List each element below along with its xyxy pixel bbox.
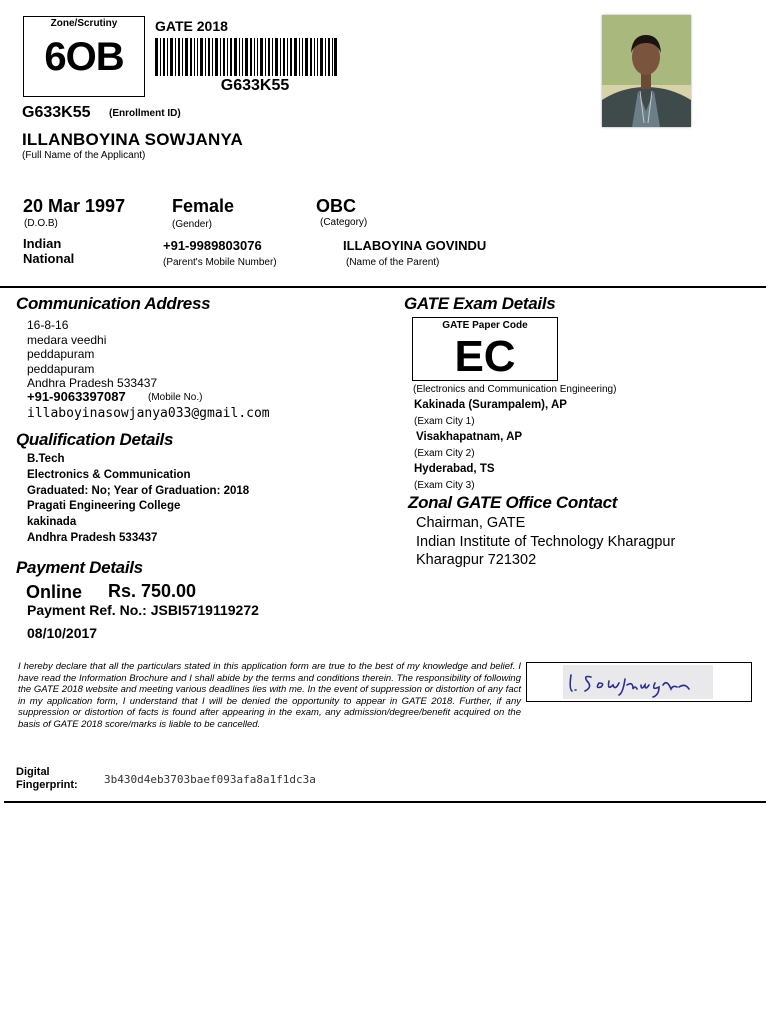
divider-bottom bbox=[4, 801, 766, 803]
paper-code-box bbox=[412, 317, 558, 381]
parent-name: ILLABOYINA GOVINDU bbox=[343, 238, 487, 253]
signature-box bbox=[526, 662, 752, 702]
payment-date: 08/10/2017 bbox=[27, 625, 98, 641]
qualification-line: B.Tech bbox=[27, 453, 65, 465]
dob-label: (D.O.B) bbox=[24, 218, 58, 229]
address-line: peddapuram bbox=[27, 361, 95, 376]
gender-value: Female bbox=[172, 196, 235, 216]
applicant-name: ILLANBOYINA SOWJANYA bbox=[22, 130, 243, 149]
payment-heading: Payment Details bbox=[16, 558, 143, 577]
exam-title: GATE 2018 bbox=[155, 18, 228, 34]
address-line: 16-8-16 bbox=[27, 318, 69, 332]
nationality-line2: National bbox=[23, 251, 75, 266]
paper-code-label: GATE Paper Code bbox=[442, 320, 528, 331]
fingerprint-label-line: Digital bbox=[16, 766, 50, 778]
fingerprint-value: 3b430d4eb3703baef093afa8a1f1dc3a bbox=[104, 773, 316, 786]
qualification-line: Graduated: No; Year of Graduation: 2018 bbox=[27, 484, 250, 497]
qualification-line: Andhra Pradesh 533437 bbox=[27, 531, 158, 544]
exam-city-3-label: (Exam City 3) bbox=[414, 480, 475, 491]
fingerprint-label bbox=[16, 766, 78, 792]
address-block bbox=[27, 318, 157, 391]
exam-city-2: Visakhapatnam, AP bbox=[416, 431, 523, 443]
barcode-number: G633K55 bbox=[220, 77, 290, 94]
category-label: (Category) bbox=[320, 217, 368, 228]
exam-city-1: Kakinada (Surampalem), AP bbox=[414, 399, 567, 411]
paper-code: EC bbox=[454, 332, 516, 381]
applicant-name-label: (Full Name of the Applicant) bbox=[22, 150, 146, 161]
divider-top bbox=[0, 286, 766, 288]
qualification-heading: Qualification Details bbox=[16, 430, 174, 449]
parent-mobile-label: (Parent's Mobile Number) bbox=[163, 257, 277, 268]
signature-image bbox=[563, 665, 713, 699]
qualification-line: kakinada bbox=[27, 516, 77, 529]
payment-mode: Online bbox=[26, 582, 83, 602]
category-value: OBC bbox=[316, 196, 356, 216]
address-line: peddapuram bbox=[27, 347, 95, 361]
zonal-address bbox=[416, 514, 675, 570]
gender-label: (Gender) bbox=[172, 219, 213, 230]
exam-city-1-label: (Exam City 1) bbox=[414, 416, 475, 427]
applicant-photo bbox=[602, 15, 691, 127]
payment-amount: Rs. 750.00 bbox=[108, 581, 197, 601]
declaration-text: I hereby declare that all the particulars stated in this application form are true to the best of my knowledge and belief. I have read the Information Brochure and I shall abide by the terms and conditions therein. The responsibility of following the GATE 2018 website and meeting various deadlines lies with me. In the event of suppression or distortion of any fact in my application form, I understand that I will be denied the opportunity to appear in GATE 2018. Further, if any suppression or distortion of facts is found after appearing in the exam, any admission/degree/benefit acquired on the basis of GATE 2018 score/marks is liable to be cancelled. bbox=[18, 661, 521, 730]
zone-label: Zone/Scrutiny bbox=[50, 18, 118, 29]
zonal-line: Kharagpur 721302 bbox=[416, 552, 537, 568]
parent-mobile: +91-9989803076 bbox=[163, 238, 262, 253]
exam-city-3: Hyderabad, TS bbox=[414, 463, 495, 475]
fingerprint-label-line: Fingerprint: bbox=[16, 779, 78, 791]
parent-name-label: (Name of the Parent) bbox=[346, 257, 440, 268]
qualification-line: Pragati Engineering College bbox=[27, 500, 181, 513]
exam-city-2-label: (Exam City 2) bbox=[414, 448, 475, 459]
communication-heading: Communication Address bbox=[16, 294, 211, 313]
qualification-line: Electronics & Communication bbox=[27, 468, 191, 481]
enrollment-id-label: (Enrollment ID) bbox=[109, 108, 181, 119]
zonal-heading: Zonal GATE Office Contact bbox=[408, 493, 618, 512]
applicant-email: illaboyinasowjanya033@gmail.com bbox=[27, 406, 270, 421]
zonal-line: Chairman, GATE bbox=[416, 515, 526, 531]
paper-name: (Electronics and Communication Engineering) bbox=[413, 384, 617, 395]
payment-ref: Payment Ref. No.: JSBI5719119272 bbox=[27, 602, 259, 618]
zone-code: 6OB bbox=[44, 35, 124, 79]
address-line: medara veedhi bbox=[27, 332, 107, 347]
zone-scrutiny-box bbox=[23, 16, 145, 97]
dob-value: 20 Mar 1997 bbox=[23, 196, 126, 216]
applicant-mobile: +91-9063397087 bbox=[27, 389, 126, 404]
signature-scribble-icon bbox=[563, 665, 713, 699]
exam-heading: GATE Exam Details bbox=[404, 294, 556, 313]
nationality-line1: Indian bbox=[23, 236, 62, 251]
enrollment-id: G633K55 bbox=[22, 104, 91, 121]
zonal-line: Indian Institute of Technology Kharagpur bbox=[416, 533, 676, 550]
address-line: Andhra Pradesh 533437 bbox=[27, 376, 158, 390]
barcode bbox=[155, 38, 337, 76]
applicant-mobile-label: (Mobile No.) bbox=[148, 392, 203, 403]
qualification-block bbox=[27, 452, 249, 547]
